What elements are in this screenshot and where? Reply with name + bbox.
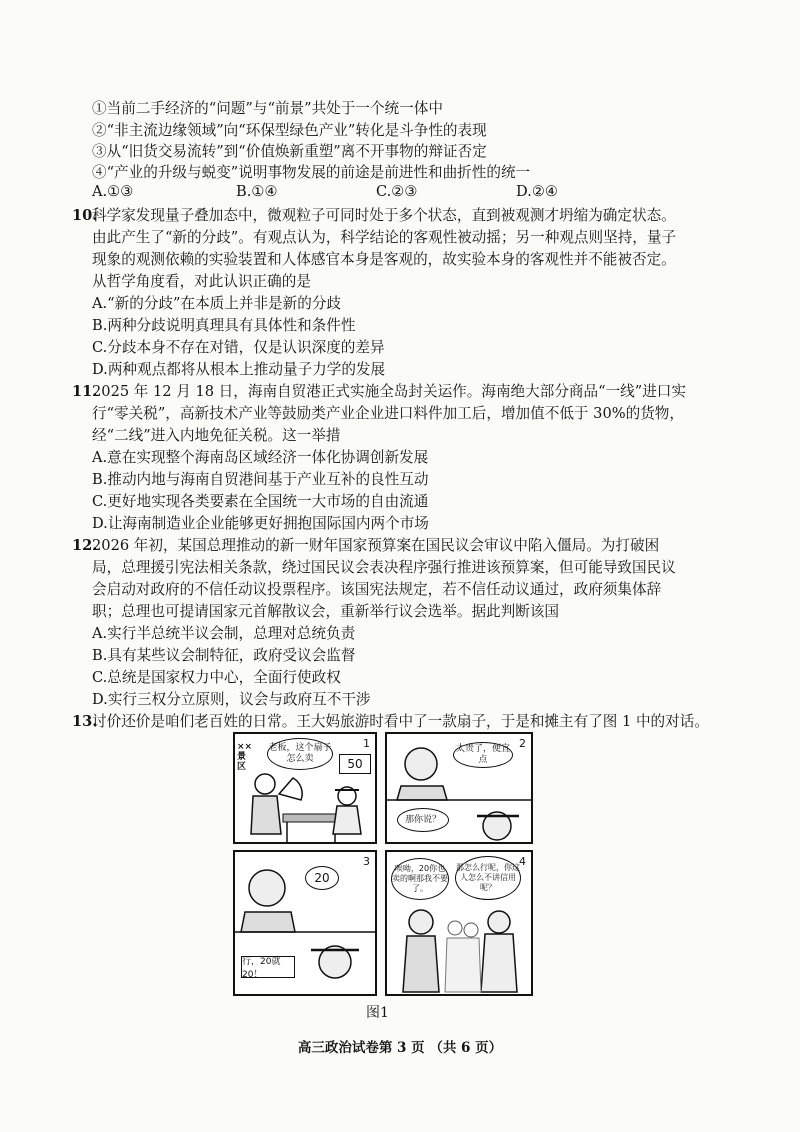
q10-line-4: 从哲学角度看，对此认识正确的是 bbox=[92, 273, 311, 290]
option-a[interactable]: A.①③ bbox=[92, 183, 134, 200]
panel-number: 4 bbox=[519, 855, 526, 868]
q12-line-2: 局，总理援引宪法相关条款，绕过国民议会表决程序强行推进该预算案，但可能导致国民议 bbox=[92, 559, 676, 576]
q12-line-1: 2026 年初，某国总理推动的新一财年国家预算案在国民议会审议中陷入僵局。为打破困 bbox=[92, 537, 660, 554]
q12-line-4: 职；总理也可提请国家元首解散议会，重新举行议会选举。据此判断该国 bbox=[92, 603, 560, 620]
speech-bubble: 唉呦，20你也卖的啊那我不要了。 bbox=[391, 858, 449, 900]
comic-panel-2 bbox=[385, 732, 533, 844]
q12-option-c[interactable]: C.总统是国家权力中心，全面行使政权 bbox=[92, 669, 341, 686]
speech-bubble: 太贵了，便宜点 bbox=[453, 742, 513, 768]
panel-number: 2 bbox=[519, 737, 526, 750]
panel-number: 1 bbox=[363, 737, 370, 750]
statement-1: ①当前二手经济的“问题”与“前景”共处于一个统一体中 bbox=[92, 100, 443, 117]
q11-option-c[interactable]: C.更好地实现各类要素在全国统一大市场的自由流通 bbox=[92, 493, 429, 510]
option-c[interactable]: C.②③ bbox=[376, 183, 418, 200]
speech-bubble: 行，20就20！ bbox=[241, 956, 295, 978]
q12-line-3: 会启动对政府的不信任动议投票程序。该国宪法规定，若不信任动议通过，政府须集体辞 bbox=[92, 581, 662, 598]
q12-option-d[interactable]: D.实行三权分立原则，议会与政府互不干涉 bbox=[92, 691, 371, 708]
q11-option-a[interactable]: A.意在实现整个海南岛区域经济一体化协调创新发展 bbox=[92, 449, 429, 466]
q11-option-d[interactable]: D.让海南制造业企业能够更好拥抱国际国内两个市场 bbox=[92, 515, 429, 532]
statement-3: ③从“旧货交易流转”到“价值焕新重塑”离不开事物的辩证否定 bbox=[92, 143, 487, 160]
q12-option-a[interactable]: A.实行半总统半议会制，总理对总统负责 bbox=[92, 625, 356, 642]
statement-2: ②“非主流边缘领域”向“环保型绿色产业”转化是斗争性的表现 bbox=[92, 122, 487, 139]
speech-bubble: 那你说？ bbox=[397, 808, 449, 832]
scenic-sign: ××景区 bbox=[237, 742, 253, 772]
question-number-11: 11. bbox=[72, 383, 98, 400]
comic-panel-4 bbox=[385, 850, 533, 996]
option-d[interactable]: D.②④ bbox=[516, 183, 558, 200]
bargain-scene-illustration bbox=[235, 734, 377, 844]
q13-line-1: 讨价还价是咱们老百姓的日常。王大妈旅游时看中了一款扇子，于是和摊主有了图 1 中的对话。 bbox=[92, 713, 709, 730]
q11-line-2: 行“零关税”，高新技术产业等鼓励类产业企业进口料件加工后，增加值不低于 30%的货物， bbox=[92, 405, 684, 422]
panel-number: 3 bbox=[363, 855, 370, 868]
q10-option-c[interactable]: C.分歧本身不存在对错，仅是认识深度的差异 bbox=[92, 339, 385, 356]
question-number-13: 13. bbox=[72, 713, 98, 730]
q11-option-b[interactable]: B.推动内地与海南自贸港间基于产业互补的良性互动 bbox=[92, 471, 429, 488]
q10-option-b[interactable]: B.两种分歧说明真理具有具体性和条件性 bbox=[92, 317, 356, 334]
figure-caption: 图1 bbox=[366, 1005, 389, 1021]
q10-line-1: 科学家发现量子叠加态中，微观粒子可同时处于多个状态，直到被观测才坍缩为确定状态。 bbox=[92, 207, 676, 224]
comic-panel-1 bbox=[233, 732, 377, 844]
page-footer: 高三政治试卷第 3 页 （共 6 页） bbox=[297, 1040, 503, 1056]
q10-option-d[interactable]: D.两种观点都将从根本上推动量子力学的发展 bbox=[92, 361, 386, 378]
speech-bubble: 那怎么行呢，你这人怎么不讲信用呢？ bbox=[455, 856, 521, 900]
q11-line-3: 经“二线”进入内地免征关税。这一举措 bbox=[92, 427, 341, 444]
offer-bubble: 20 bbox=[305, 866, 339, 890]
q10-line-3: 现象的观测依赖的实验装置和人体感官本身是客观的，故实验本身的客观性并不能被否定。 bbox=[92, 251, 676, 268]
q12-option-b[interactable]: B.具有某些议会制特征，政府受议会监督 bbox=[92, 647, 356, 664]
q10-line-2: 由此产生了“新的分歧”。有观点认为，科学结论的客观性被动摇；另一种观点则坚持，量子 bbox=[92, 229, 677, 246]
question-number-10: 10. bbox=[72, 207, 98, 224]
statement-4: ④“产业的升级与蜕变”说明事物发展的前途是前进性和曲折性的统一 bbox=[92, 164, 531, 181]
comic-figure bbox=[233, 732, 533, 1000]
option-b[interactable]: B.①④ bbox=[236, 183, 278, 200]
price-tag: 50 bbox=[339, 754, 371, 774]
q10-option-a[interactable]: A.“新的分歧”在本质上并非是新的分歧 bbox=[92, 295, 342, 312]
q11-line-1: 2025 年 12 月 18 日，海南自贸港正式实施全岛封关运作。海南绝大部分商品“一线”进口实 bbox=[92, 383, 686, 400]
question-number-12: 12. bbox=[72, 537, 98, 554]
speech-bubble: 老板，这个扇子怎么卖 bbox=[267, 738, 333, 770]
comic-panel-3 bbox=[233, 850, 377, 996]
